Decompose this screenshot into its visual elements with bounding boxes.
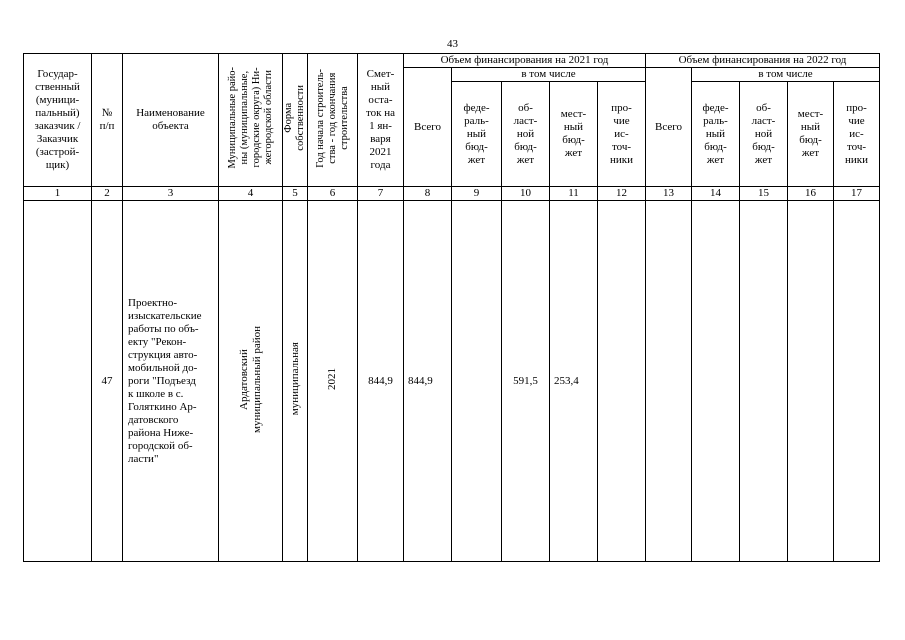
header-2021-total: Всего (404, 68, 452, 187)
column-number: 12 (598, 187, 646, 201)
column-number: 11 (550, 187, 598, 201)
column-number: 15 (740, 187, 788, 201)
cell-customer (24, 201, 92, 562)
investment-program-table (23, 53, 880, 562)
column-number: 13 (646, 187, 692, 201)
cell-years-wrap (308, 201, 358, 562)
header-ownership: Форма собственности (283, 85, 306, 151)
cell-2021-total: 844,9 (404, 201, 452, 562)
cell-2022-other (834, 201, 880, 562)
cell-estimated-balance: 844,9 (358, 201, 404, 562)
header-funding-2022: Объем финансирования на 2022 год (646, 54, 880, 68)
header-years: Год начала строитель- ства - год окончания строительства (314, 68, 350, 168)
header-funding-2021: Объем финансирования на 2021 год (404, 54, 646, 68)
column-number: 2 (92, 187, 123, 201)
column-number: 1 (24, 187, 92, 201)
header-2021-local: мест- ный бюд- жет (550, 82, 598, 187)
column-number: 5 (283, 187, 308, 201)
header-object-name: Наименование объекта (123, 54, 219, 187)
header-2021-federal: феде- раль- ный бюд- жет (452, 82, 502, 187)
cell-2022-local (788, 201, 834, 562)
column-number: 16 (788, 187, 834, 201)
cell-object-name: Проектно- изыскательские работы по объ- екту "Рекон- струкция авто- мобильной до- роги "Подъезд к школе в с. Голяткино Ар- датовского района Ниже- городской об- ласти" (123, 201, 219, 562)
table-row (24, 201, 880, 562)
column-number: 4 (219, 187, 283, 201)
cell-ownership: муниципальная (288, 342, 301, 416)
cell-2021-local: 253,4 (550, 201, 598, 562)
cell-2022-regional (740, 201, 788, 562)
column-number: 17 (834, 187, 880, 201)
column-number: 9 (452, 187, 502, 201)
header-2021-including: в том числе (452, 68, 646, 82)
cell-2021-federal (452, 201, 502, 562)
cell-municipality-wrap (219, 201, 283, 562)
cell-2022-federal (692, 201, 740, 562)
column-number: 6 (308, 187, 358, 201)
header-municipality-cell (219, 54, 283, 187)
header-2022-including: в том числе (692, 68, 880, 82)
header-2021-other: про- чие ис- точ- ники (598, 82, 646, 187)
header-2022-federal: феде- раль- ный бюд- жет (692, 82, 740, 187)
header-ownership-cell (283, 54, 308, 187)
column-number: 3 (123, 187, 219, 201)
cell-municipality: Ардатовский муниципальный район (237, 325, 263, 433)
column-number: 14 (692, 187, 740, 201)
header-municipality: Муниципальные райо- ны (муниципальные, городские округа) Ни- жегородской области (226, 67, 274, 169)
header-2022-total: Всего (646, 68, 692, 187)
header-index: № п/п (92, 54, 123, 187)
cell-2021-other (598, 201, 646, 562)
header-years-cell (308, 54, 358, 187)
cell-index: 47 (92, 201, 123, 562)
header-2022-other: про- чие ис- точ- ники (834, 82, 880, 187)
column-number: 8 (404, 187, 452, 201)
column-number: 7 (358, 187, 404, 201)
cell-ownership-wrap (283, 201, 308, 562)
header-2022-local: мест- ный бюд- жет (788, 82, 834, 187)
column-number: 10 (502, 187, 550, 201)
cell-years: 2021 (326, 368, 338, 390)
cell-2021-regional: 591,5 (502, 201, 550, 562)
cell-2022-total (646, 201, 692, 562)
header-customer: Государ- ственный (муници- пальный) заказчик / Заказчик (застрой- щик) (24, 54, 92, 187)
header-estimated-balance: Смет- ный оста- ток на 1 ян- варя 2021 года (358, 54, 404, 187)
page-number: 43 (447, 38, 458, 50)
header-2021-regional: об- ласт- ной бюд- жет (502, 82, 550, 187)
header-2022-regional: об- ласт- ной бюд- жет (740, 82, 788, 187)
